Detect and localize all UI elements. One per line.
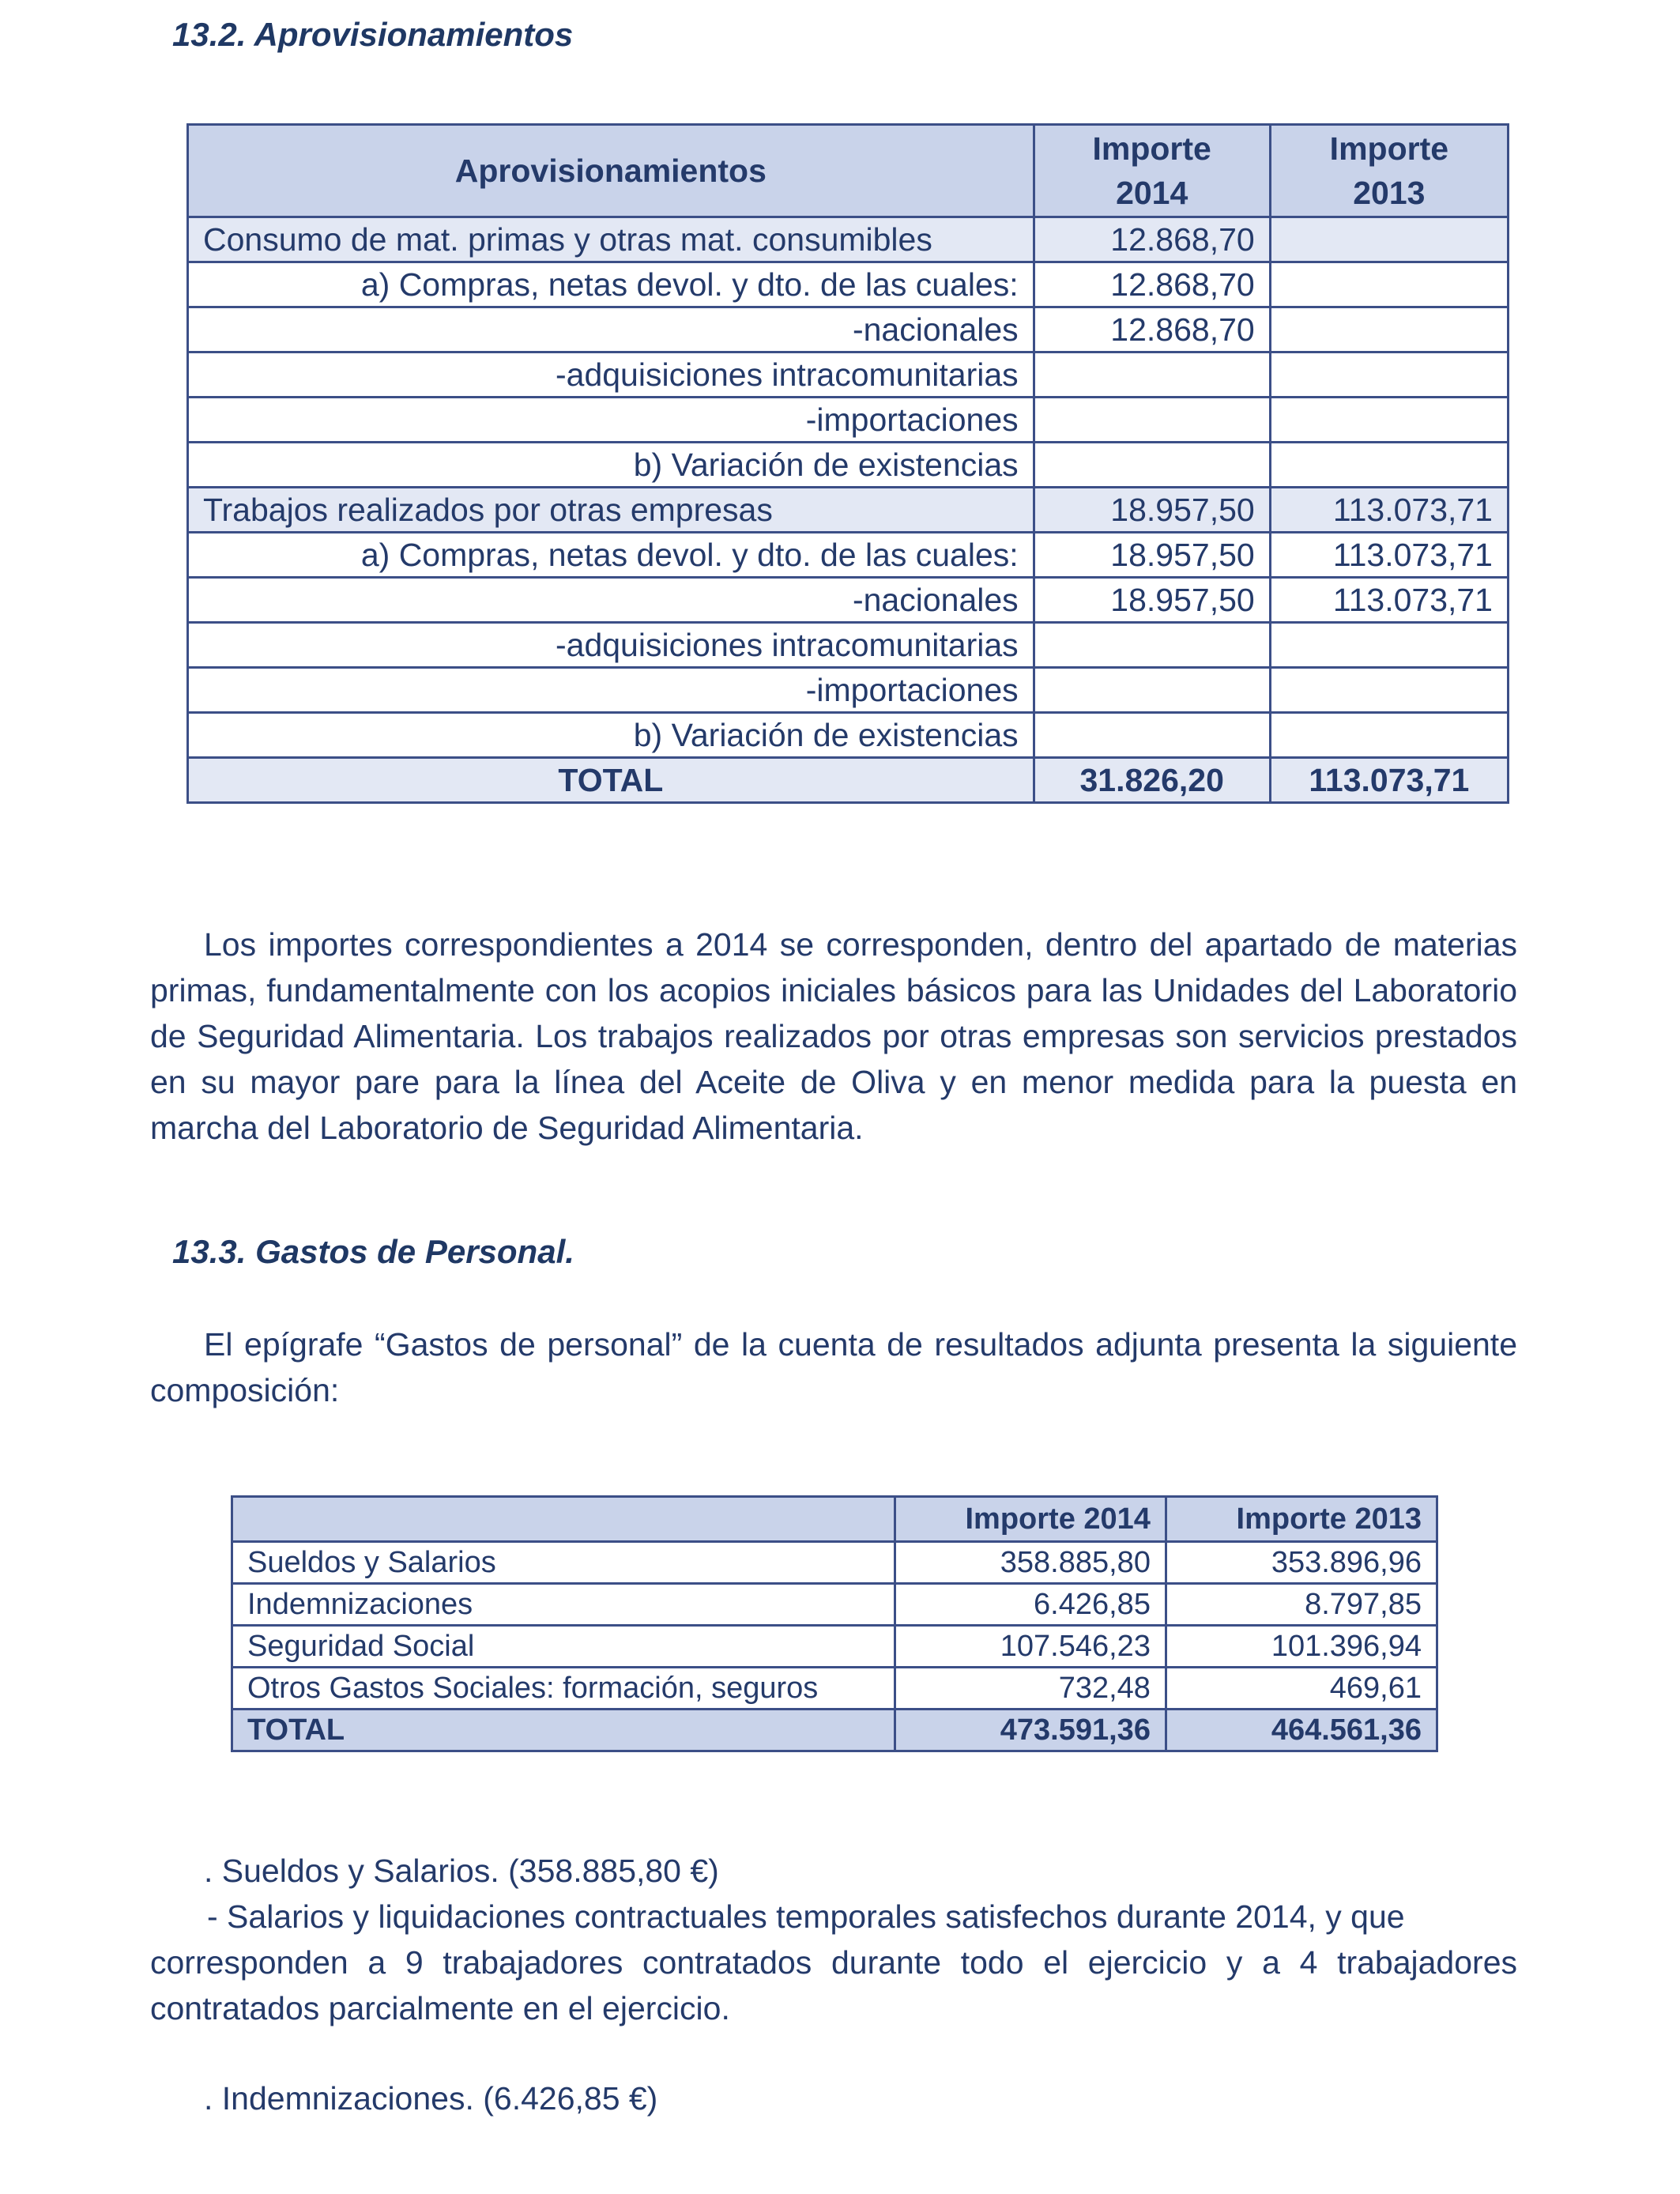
- cell-2014: 6.426,85: [895, 1584, 1166, 1626]
- cell-2014: 12.868,70: [1034, 217, 1270, 262]
- table-row: [188, 398, 1509, 443]
- cell-2013: 469,61: [1166, 1668, 1437, 1710]
- table-row: [188, 578, 1509, 623]
- column-header-concept: Aprovisionamientos: [188, 125, 1034, 217]
- row-label: Indemnizaciones: [232, 1584, 895, 1626]
- cell-2013: 113.073,71: [1270, 533, 1508, 578]
- column-header-concept: [232, 1497, 895, 1542]
- gastos-personal-intro: El epígrafe “Gastos de personal” de la cuenta de resultados adjunta presenta la siguiente composición:: [150, 1326, 1517, 1408]
- cell-2014: 18.957,50: [1034, 488, 1270, 533]
- table-row: [188, 443, 1509, 488]
- header-2013-line1: Importe: [1329, 130, 1449, 167]
- table-row: [232, 1626, 1437, 1668]
- cell-2013: 353.896,96: [1166, 1542, 1437, 1584]
- cell-2013: 113.073,71: [1270, 578, 1508, 623]
- table-row: [188, 217, 1509, 262]
- cell-2013: [1270, 443, 1508, 488]
- cell-2013: [1270, 307, 1508, 352]
- cell-2014: [1034, 443, 1270, 488]
- cell-2014: [1034, 398, 1270, 443]
- table-row: [188, 352, 1509, 398]
- table-row: [188, 713, 1509, 758]
- gastos-personal-table: [231, 1495, 1438, 1752]
- total-label: TOTAL: [188, 758, 1034, 803]
- table-row: [188, 307, 1509, 352]
- header-2014-line1: Importe: [1092, 130, 1211, 167]
- row-label: Trabajos realizados por otras empresas: [188, 488, 1034, 533]
- cell-2013: 101.396,94: [1166, 1626, 1437, 1668]
- row-label: b) Variación de existencias: [188, 713, 1034, 758]
- cell-2013: [1270, 398, 1508, 443]
- indemnizaciones-subheading: . Indemnizaciones. (6.426,85 €): [204, 2080, 658, 2117]
- row-label: Otros Gastos Sociales: formación, seguros: [232, 1668, 895, 1710]
- cell-2014: 107.546,23: [895, 1626, 1166, 1668]
- table-row: [232, 1668, 1437, 1710]
- table-row: [188, 623, 1509, 668]
- cell-2014: 18.957,50: [1034, 533, 1270, 578]
- cell-2014: [1034, 623, 1270, 668]
- cell-2014: 12.868,70: [1034, 307, 1270, 352]
- cell-2013: [1270, 217, 1508, 262]
- row-label: b) Variación de existencias: [188, 443, 1034, 488]
- cell-2014: [1034, 713, 1270, 758]
- sueldos-paragraph-first-line: - Salarios y liquidaciones contractuales temporales satisfechos durante 2014, y que: [207, 1898, 1405, 1935]
- cell-2013: [1270, 713, 1508, 758]
- table-row: [188, 668, 1509, 713]
- total-row: [188, 758, 1509, 803]
- sueldos-subheading: . Sueldos y Salarios. (358.885,80 €): [204, 1853, 719, 1889]
- cell-2013: 8.797,85: [1166, 1584, 1437, 1626]
- row-label: -importaciones: [188, 398, 1034, 443]
- section-heading-gastos-personal: 13.3. Gastos de Personal.: [172, 1233, 574, 1270]
- cell-2013: [1270, 352, 1508, 398]
- cell-2014: 732,48: [895, 1668, 1166, 1710]
- row-label: Sueldos y Salarios: [232, 1542, 895, 1584]
- row-label: Consumo de mat. primas y otras mat. consumibles: [188, 217, 1034, 262]
- row-label: -importaciones: [188, 668, 1034, 713]
- header-2013-line2: 2013: [1353, 175, 1426, 211]
- table-row: [232, 1542, 1437, 1584]
- total-2014: 31.826,20: [1034, 758, 1270, 803]
- cell-2014: 18.957,50: [1034, 578, 1270, 623]
- table-row: [232, 1584, 1437, 1626]
- aprovisionamientos-paragraph: Los importes correspondientes a 2014 se corresponden, dentro del apartado de materias primas, fundamentalmente con los acopios iniciales básicos para las Unidades del Laboratorio de Seguridad Alimentaria. Los trabajos realizados por otras empresas son servicios prestados en su mayor pare para la línea del Aceite de Oliva y en menor medida para la puesta en marcha del Laboratorio de Seguridad Alimentaria.: [150, 926, 1517, 1146]
- cell-2014: 12.868,70: [1034, 262, 1270, 307]
- row-label: -adquisiciones intracomunitarias: [188, 352, 1034, 398]
- table-row: [188, 262, 1509, 307]
- aprovisionamientos-table: [186, 123, 1509, 804]
- total-2013: 113.073,71: [1270, 758, 1508, 803]
- cell-2014: [1034, 352, 1270, 398]
- total-2014: 473.591,36: [895, 1710, 1166, 1751]
- row-label: Seguridad Social: [232, 1626, 895, 1668]
- sueldos-paragraph-rest: corresponden a 9 trabajadores contratados durante todo el ejercicio y a 4 trabajadores contratados parcialmente en el ejercicio.: [150, 1944, 1517, 2026]
- cell-2013: 113.073,71: [1270, 488, 1508, 533]
- total-2013: 464.561,36: [1166, 1710, 1437, 1751]
- row-label: -nacionales: [188, 578, 1034, 623]
- row-label: -nacionales: [188, 307, 1034, 352]
- column-header-2014: [1034, 125, 1270, 217]
- cell-2014: [1034, 668, 1270, 713]
- sueldos-paragraph: [150, 1894, 1517, 2031]
- cell-2013: [1270, 623, 1508, 668]
- table-row: [188, 488, 1509, 533]
- column-header-2013: [1270, 125, 1508, 217]
- section-heading-aprovisionamientos: 13.2. Aprovisionamientos: [172, 16, 574, 53]
- column-header-2013: Importe 2013: [1166, 1497, 1437, 1542]
- row-label: a) Compras, netas devol. y dto. de las cuales:: [188, 262, 1034, 307]
- cell-2014: 358.885,80: [895, 1542, 1166, 1584]
- total-row: [232, 1710, 1437, 1751]
- column-header-2014: Importe 2014: [895, 1497, 1166, 1542]
- table-header-row: [188, 125, 1509, 217]
- total-label: TOTAL: [232, 1710, 895, 1751]
- table-header-row: [232, 1497, 1437, 1542]
- row-label: -adquisiciones intracomunitarias: [188, 623, 1034, 668]
- table-row: [188, 533, 1509, 578]
- header-2014-line2: 2014: [1116, 175, 1188, 211]
- row-label: a) Compras, netas devol. y dto. de las cuales:: [188, 533, 1034, 578]
- cell-2013: [1270, 262, 1508, 307]
- cell-2013: [1270, 668, 1508, 713]
